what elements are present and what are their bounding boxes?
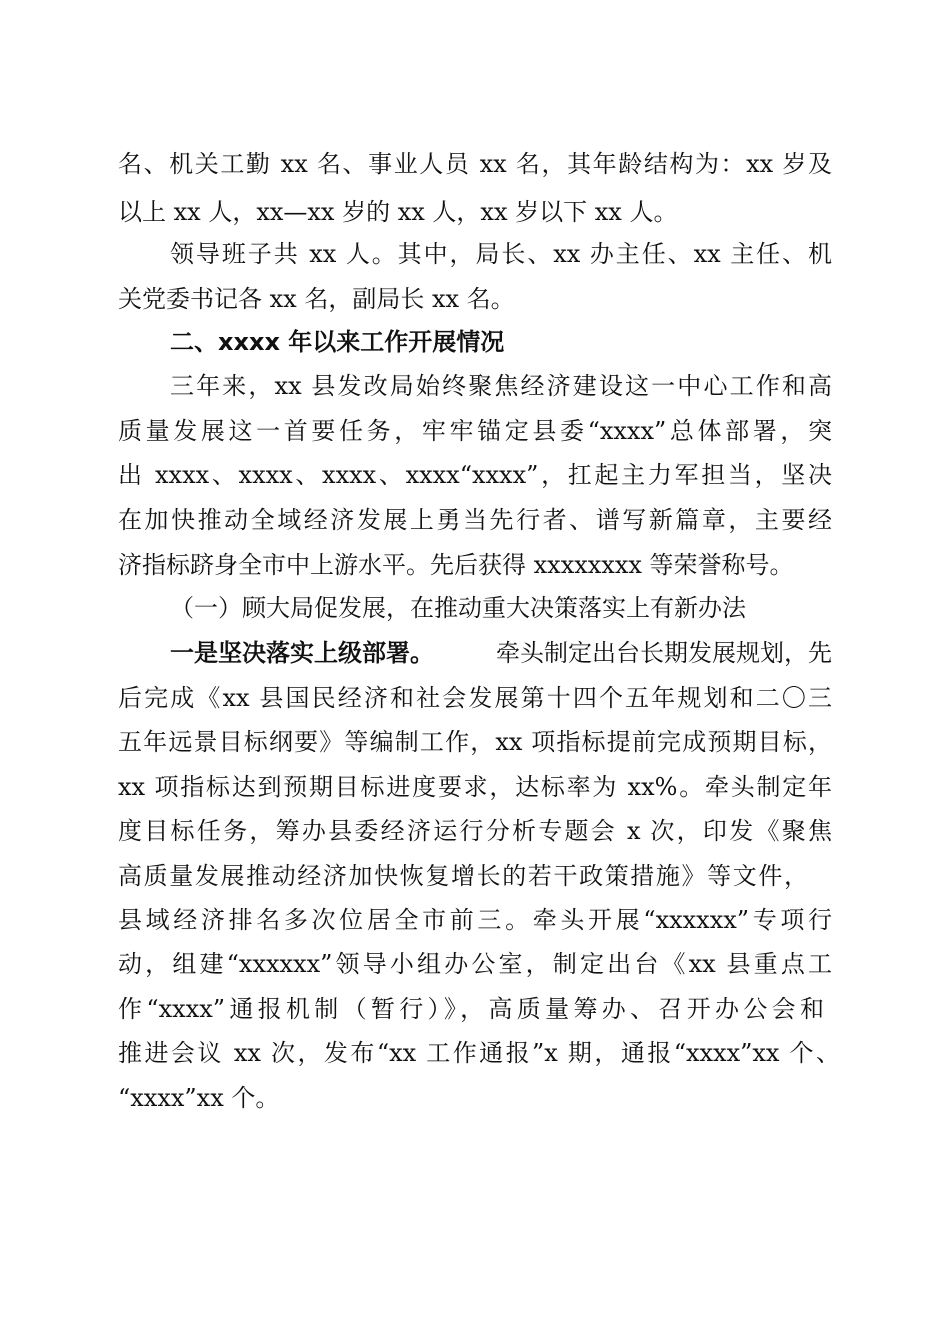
section-heading: 二、xxxx 年以来工作开展情况 [170,328,505,356]
paragraph-line: 度目标任务，筹办县委经济运行分析专题会 x 次，印发《聚焦 [118,817,832,845]
paragraph-line: 关党委书记各 xx 名，副局长 xx 名。 [118,285,515,313]
paragraph-line: 领导班子共 xx 人。其中，局长、xx 办主任、xx 主任、机 [170,240,832,268]
paragraph-line: “xxxx”xx 个。 [118,1084,280,1112]
paragraph-line: 在加快推动全域经济发展上勇当先行者、谱写新篇章，主要经 [118,506,832,534]
paragraph-line: 县域经济排名多次位居全市前三。牵头开展“xxxxxx”专项行 [118,906,832,934]
paragraph-line: 作“xxxx”通报机制（暂行）》，高质量筹办、召开办公会和 [118,995,824,1023]
paragraph-text: 牵头制定出台长期发展规划，先 [496,639,832,667]
paragraph-line: 五年远景目标纲要》等编制工作，xx 项指标提前完成预期目标， [118,728,832,756]
paragraph-line [170,633,832,673]
paragraph-line: 济指标跻身全市中上游水平。先后获得 xxxxxxxx 等荣誉称号。 [118,551,794,579]
paragraph-line: 三年来，xx 县发改局始终聚焦经济建设这一中心工作和高 [170,372,832,400]
lead-phrase: 一是坚决落实上级部署。 [170,639,434,667]
paragraph-line: xx 项指标达到预期目标进度要求，达标率为 xx%。牵头制定年 [118,773,832,801]
paragraph-line: 高质量发展推动经济加快恢复增长的若干政策措施》等文件， [118,862,808,890]
paragraph-line: 动，组建“xxxxxx”领导小组办公室，制定出台《xx 县重点工 [118,950,832,978]
paragraph-line: 质量发展这一首要任务，牢牢锚定县委“xxxx”总体部署，突 [118,417,832,445]
paragraph-line: 以上 xx 人，xx—xx 岁的 xx 人，xx 岁以下 xx 人。 [118,198,678,226]
paragraph-line: 后完成《xx 县国民经济和社会发展第十四个五年规划和二〇三 [118,684,832,712]
paragraph-line: 推进会议 xx 次，发布“xx 工作通报”x 期，通报“xxxx”xx 个、 [118,1039,840,1067]
paragraph-line: 出 xxxx、xxxx、xxxx、xxxx“xxxx”，扛起主力军担当，坚决 [118,461,832,489]
paragraph-line: 名、机关工勤 xx 名、事业人员 xx 名，其年龄结构为：xx 岁及 [118,150,832,178]
subsection-heading: （一）顾大局促发展，在推动重大决策落实上有新办法 [170,594,746,622]
